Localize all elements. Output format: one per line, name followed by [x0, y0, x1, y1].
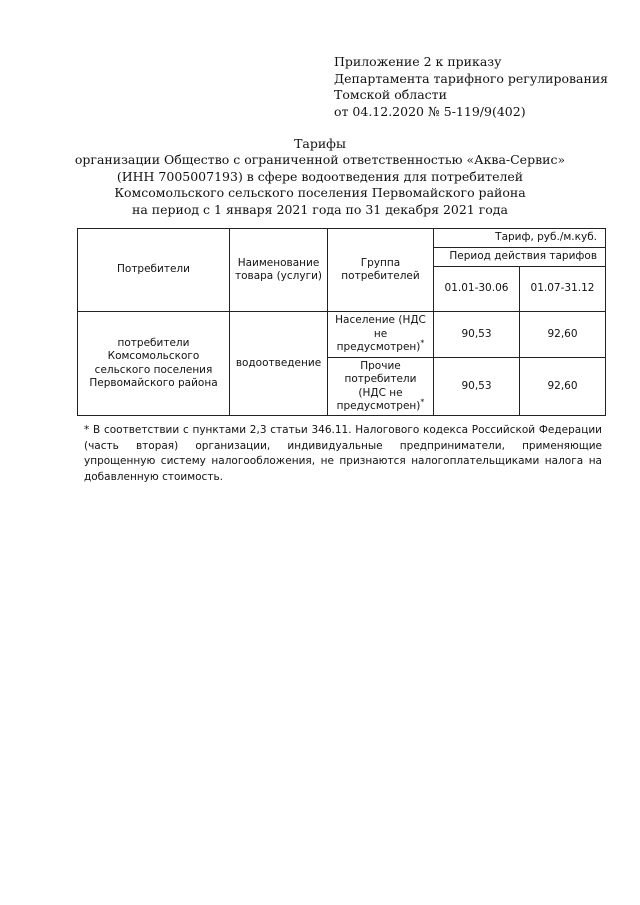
cell-group	[328, 312, 434, 358]
header-product: Наименование товара (услуги)	[230, 229, 328, 312]
footnote-mark: *	[420, 397, 425, 407]
title-line-2: (ИНН 7005007193) в сфере водоотведения для потребителей	[116, 168, 524, 184]
appendix-line-3: Томской области	[334, 87, 447, 102]
appendix-line-4: от 04.12.2020 № 5-119/9(402)	[334, 103, 526, 119]
cell-value: 90,53	[434, 358, 520, 416]
footnote-mark: *	[420, 338, 425, 348]
document-title	[40, 136, 600, 218]
table-row	[78, 312, 606, 358]
appendix-reference	[334, 54, 624, 120]
title-line-1: организации Общество с ограниченной ответственностью «Аква-Сервис»	[74, 152, 566, 168]
header-period-2: 01.07-31.12	[520, 267, 606, 312]
cell-consumers: потребители Комсомольского сельского поселения Первомайского района	[78, 312, 230, 416]
group-label: Прочие потребители (НДС не предусмотрен)	[336, 359, 421, 412]
header-tariff: Тариф, руб./м.куб.	[434, 229, 606, 248]
title-line-3: Комсомольского сельского поселения Первомайского района	[114, 185, 526, 201]
title-line-4: на период с 1 января 2021 года по 31 декабря 2021 года	[132, 201, 508, 217]
header-period-1: 01.01-30.06	[434, 267, 520, 312]
cell-group	[328, 358, 434, 416]
cell-value: 92,60	[520, 358, 606, 416]
appendix-line-1: Приложение 2 к приказу	[334, 54, 502, 69]
title-heading: Тарифы	[294, 136, 346, 151]
appendix-line-2: Департамента тарифного регулирования	[334, 70, 609, 86]
header-period: Период действия тарифов	[434, 248, 606, 267]
group-label: Население (НДС не предусмотрен)	[335, 314, 426, 354]
tariff-table	[77, 228, 606, 416]
table-header-row	[78, 229, 606, 248]
cell-value: 90,53	[434, 312, 520, 358]
cell-product: водоотведение	[230, 312, 328, 416]
header-consumers: Потребители	[78, 229, 230, 312]
cell-value: 92,60	[520, 312, 606, 358]
header-group: Группа потребителей	[328, 229, 434, 312]
footnote: * В соответствии с пунктами 2,3 статьи 346.11. Налогового кодекса Российской Федерации (часть вторая) организации, индивидуальные предприниматели, применяющие упрощенную систему налогообложения, не признаются налогоплательщиками налога на добавленную стоимость.	[84, 424, 602, 483]
